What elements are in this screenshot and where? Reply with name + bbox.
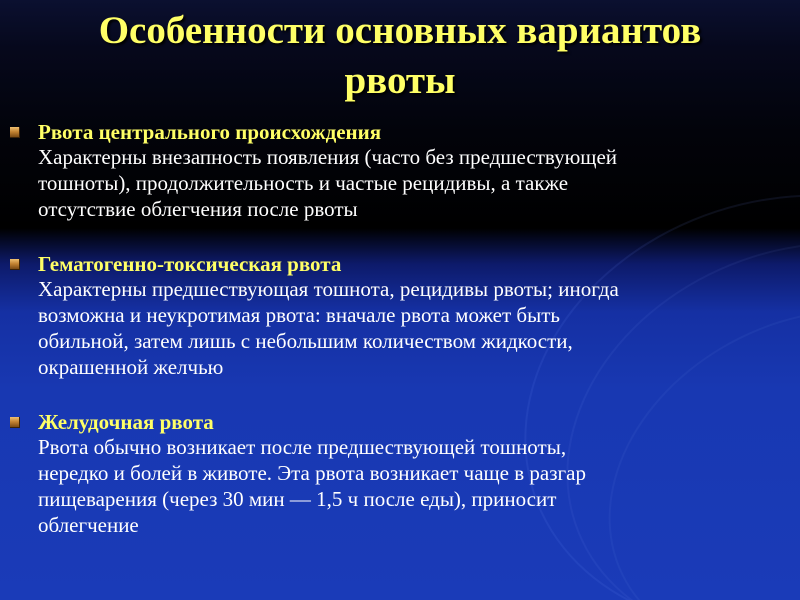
square-bullet-icon (10, 127, 20, 138)
bullet-text-line: Характерны предшествующая тошнота, рецидивы рвоты; иногда (38, 277, 619, 301)
bullet-text-line: возможна и неукротимая рвота: вначале рвота может быть (38, 303, 560, 327)
bullet-item-hematogenic (10, 252, 785, 380)
bullet-text (38, 144, 785, 222)
bullet-text-line: Рвота обычно возникает после предшествующей тошноты, (38, 435, 567, 459)
bullet-text (38, 276, 785, 380)
bullet-text-line: обильной, затем лишь с небольшим количеством жидкости, (38, 329, 573, 353)
bullet-text-line: пищеварения (через 30 мин — 1,5 ч после еды), приносит (38, 487, 557, 511)
bullet-item-central (10, 120, 785, 222)
slide-title-line-2: рвоты (344, 59, 456, 102)
bullet-heading: Гематогенно-токсическая рвота (38, 252, 342, 276)
bullet-item-gastric (10, 410, 785, 538)
slide-title (0, 6, 800, 106)
bullet-list (10, 120, 785, 538)
slide-title-line-1: Особенности основных вариантов (98, 9, 702, 52)
bullet-heading: Рвота центрального происхождения (38, 120, 382, 144)
square-bullet-icon (10, 259, 20, 270)
bullet-text-line: окрашенной желчью (38, 355, 224, 379)
bullet-text-line: нередко и болей в животе. Эта рвота возникает чаще в разгар (38, 461, 586, 485)
bullet-text-line: облегчение (38, 513, 139, 537)
bullet-text-line: тошноты), продолжительность и частые рецидивы, а также (38, 171, 569, 195)
bullet-text (38, 434, 785, 538)
bullet-text-line: Характерны внезапность появления (часто без предшествующей (38, 145, 618, 169)
square-bullet-icon (10, 417, 20, 428)
bullet-heading: Желудочная рвота (38, 410, 214, 434)
bullet-text-line: отсутствие облегчения после рвоты (38, 197, 358, 221)
